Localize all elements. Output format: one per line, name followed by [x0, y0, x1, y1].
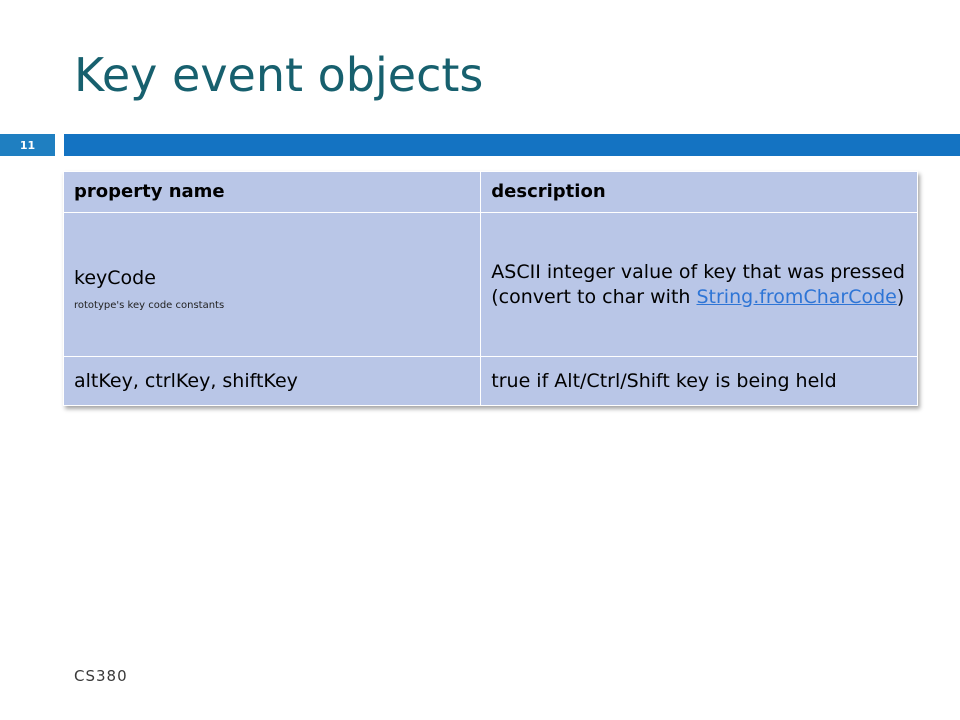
slide-number: 11 — [0, 134, 55, 156]
property-table-container — [63, 171, 918, 406]
header-description: description — [481, 172, 918, 213]
description-line: ASCII integer value of key that was pressed — [491, 261, 905, 284]
table-header-row — [64, 172, 918, 213]
fromcharcode-link[interactable]: String.fromCharCode — [696, 285, 897, 308]
table-row — [64, 357, 918, 406]
footer-course-code: CS380 — [74, 667, 128, 685]
description-cell — [481, 213, 918, 357]
property-cell: altKey, ctrlKey, shiftKey — [64, 357, 481, 406]
table-row — [64, 213, 918, 357]
property-note: rototype's key code constants — [74, 300, 225, 312]
slide-title: Key event objects — [74, 48, 484, 102]
description-prefix: (convert to char with — [491, 285, 697, 308]
property-keycode: keyCode — [74, 266, 156, 289]
property-cell — [64, 213, 481, 357]
property-table — [63, 171, 918, 406]
description-cell: true if Alt/Ctrl/Shift key is being held — [481, 357, 918, 406]
header-bar — [64, 134, 960, 156]
description-suffix: ) — [896, 285, 905, 308]
header-property-name: property name — [64, 172, 481, 213]
